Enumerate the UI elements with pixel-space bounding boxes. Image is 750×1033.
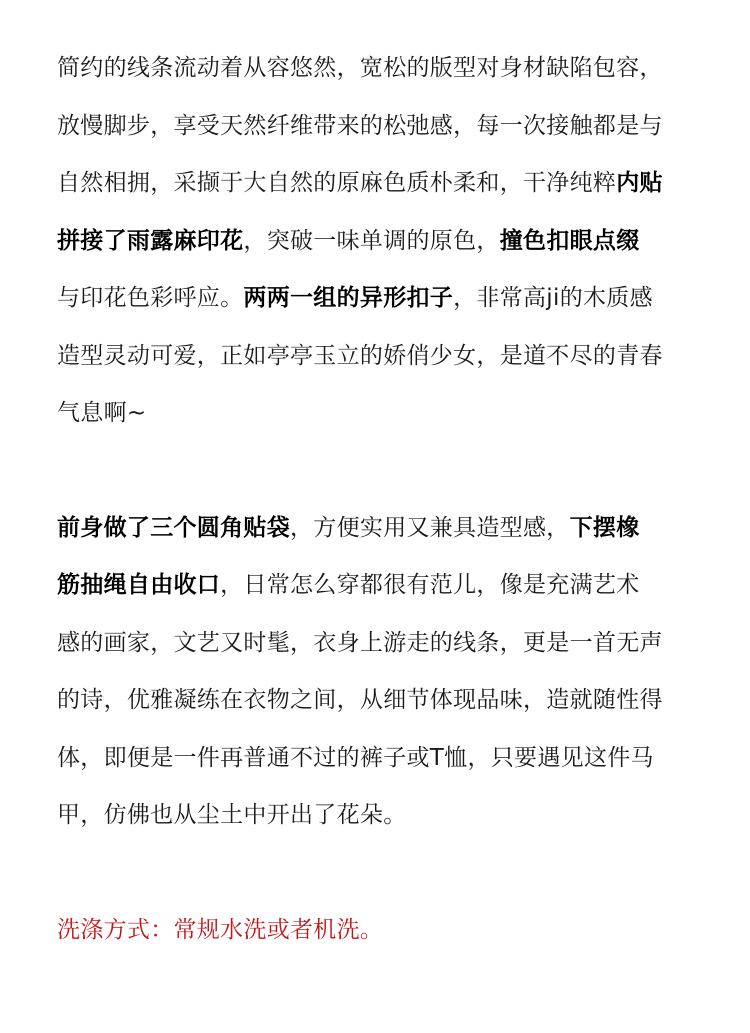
text-line: 前身做了三个圆角贴袋，方便实用又兼具造型感，下摆橡 — [57, 514, 640, 541]
text-line: 与印花色彩呼应。两两一组的异形扣子，非常高ji的木质感 — [57, 285, 653, 311]
text-line: 造型灵动可爱，正如亭亭玉立的娇俏少女，是道不尽的青春 — [57, 342, 663, 369]
care-text: 洗涤方式：常规水洗或者机洗。 — [57, 916, 384, 943]
highlight-text: 两两一组的异形扣子 — [243, 285, 454, 311]
highlight-text: 前身做了三个圆角贴袋 — [57, 514, 290, 541]
text-line: 的诗，优雅凝练在衣物之间，从细节体现品味，造就随性得 — [57, 687, 663, 713]
text-line: 筋抽绳自由收口，日常怎么穿都很有范儿，像是充满艺术 — [57, 572, 640, 598]
text-line: 放慢脚步，享受天然纤维带来的松弛感，每一次接触都是与 — [57, 112, 663, 139]
text-line: 拼接了雨露麻印花，突破一味单调的原色，撞色扣眼点缀 — [57, 227, 640, 254]
highlight-text: 撞色扣眼点缀 — [499, 227, 640, 254]
paragraph-style-details — [57, 500, 707, 845]
text-line: 甲，仿佛也从尘土中开出了花朵。 — [57, 802, 407, 828]
text-line: 自然相拥，采撷于大自然的原麻色质朴柔和，干净纯粹内贴 — [57, 170, 663, 196]
product-description — [57, 40, 707, 959]
text-line: 气息啊~ — [57, 400, 147, 426]
paragraph-fabric-design — [57, 40, 707, 443]
text-line: 感的画家，文艺又时髦，衣身上游走的线条，更是一首无声 — [57, 629, 663, 656]
highlight-text: 拼接了雨露麻印花 — [57, 227, 244, 254]
highlight-text: 筋抽绳自由收口 — [57, 572, 221, 598]
highlight-text: 下摆橡 — [569, 514, 640, 541]
washing-instructions — [57, 902, 707, 960]
highlight-text: 内贴 — [616, 170, 663, 196]
text-line: 简约的线条流动着从容悠然，宽松的版型对身材缺陷包容， — [57, 55, 663, 81]
text-line: 体，即便是一件再普通不过的裤子或T恤，只要遇见这件马 — [57, 744, 654, 771]
